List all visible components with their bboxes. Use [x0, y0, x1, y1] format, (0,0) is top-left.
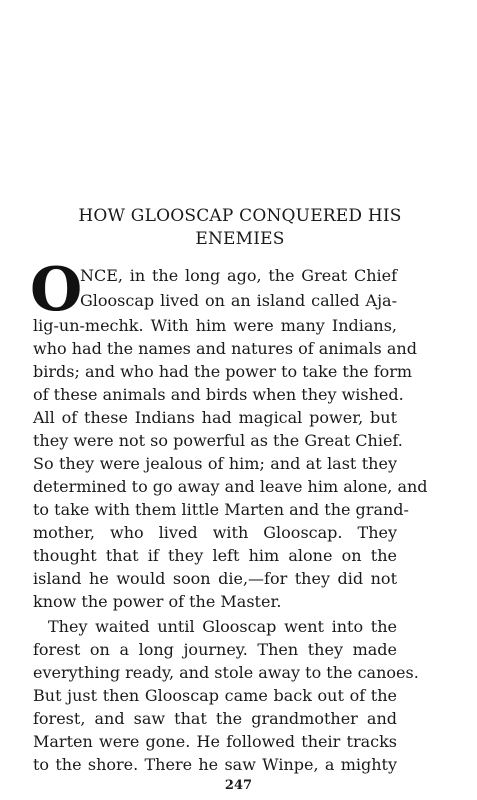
text-line: birds; and who had the power to take the form	[33, 362, 413, 381]
drop-cap: O	[30, 255, 83, 325]
text-line: forest, and saw that the grandmother and	[33, 709, 397, 728]
text-line: know the power of the Master.	[33, 592, 282, 611]
page-number: 247	[224, 778, 253, 793]
text-line: NCE, in the long ago, the Great Chief	[80, 266, 397, 285]
chapter-title-line-2: ENEMIES	[195, 229, 285, 249]
text-line: island he would soon die,—for they did not	[33, 569, 397, 588]
text-line: everything ready, and stole away to the canoes.	[33, 663, 419, 682]
chapter-title-line-1: HOW GLOOSCAP CONQUERED HIS	[78, 206, 402, 226]
text-line: mother, who lived with Glooscap. They	[33, 523, 397, 542]
text-line: thought that if they left him alone on the	[33, 546, 397, 565]
text-line: Marten were gone. He followed their tracks	[33, 732, 397, 751]
text-line: forest on a long journey. Then they made	[33, 640, 397, 659]
text-line: who had the names and natures of animals and	[33, 339, 417, 358]
text-line: lig-un-mechk. With him were many Indians,	[33, 316, 397, 335]
text-line: determined to go away and leave him alone, and	[33, 477, 428, 496]
text-line: of these animals and birds when they wished.	[33, 385, 404, 404]
text-line: So they were jealous of him; and at last they	[33, 454, 397, 473]
text-line: But just then Glooscap came back out of the	[33, 686, 397, 705]
text-line: they were not so powerful as the Great Chief.	[33, 431, 403, 450]
text-line: All of these Indians had magical power, but	[33, 408, 397, 427]
text-line: Glooscap lived on an island called Aja-	[80, 291, 397, 310]
text-line: to the shore. There he saw Winpe, a mighty	[33, 755, 397, 774]
text-line: They waited until Glooscap went into the	[48, 617, 397, 636]
text-line: to take with them little Marten and the grand-	[33, 500, 409, 519]
